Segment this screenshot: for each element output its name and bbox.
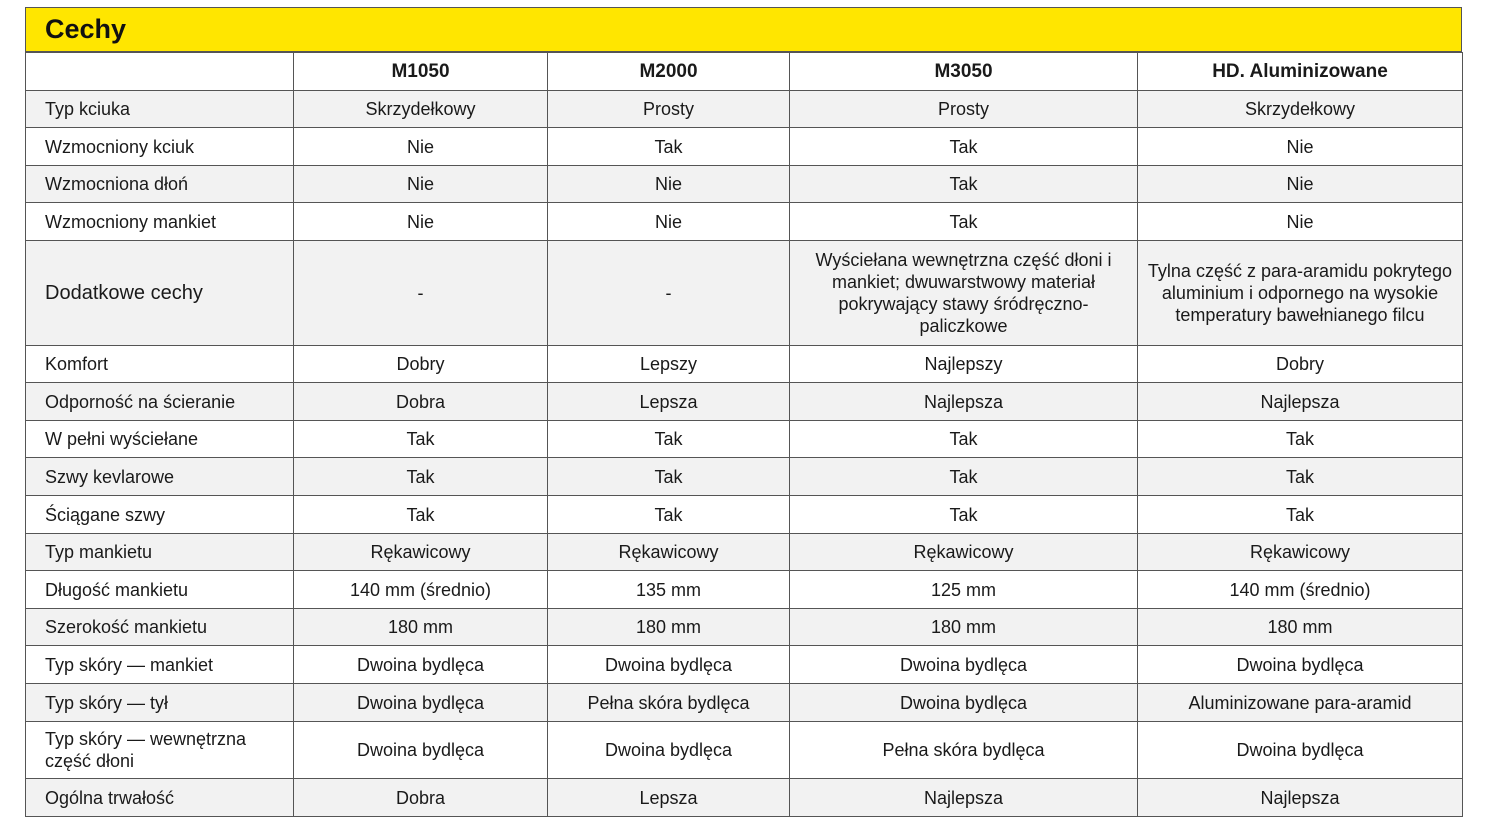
table-row bbox=[26, 241, 1463, 346]
table-cell: Aluminizowane para-aramid bbox=[1138, 684, 1463, 722]
table-cell: Nie bbox=[1138, 166, 1463, 203]
column-header-hd-aluminizowane: HD. Aluminizowane bbox=[1138, 53, 1463, 91]
features-table bbox=[25, 52, 1463, 817]
table-row bbox=[26, 534, 1463, 571]
table-cell: 180 mm bbox=[1138, 609, 1463, 646]
row-label: Ogólna trwałość bbox=[26, 779, 294, 817]
table-cell: Nie bbox=[1138, 203, 1463, 241]
row-label: Szerokość mankietu bbox=[26, 609, 294, 646]
table-cell: Dwoina bydlęca bbox=[1138, 646, 1463, 684]
row-label: Wzmocniona dłoń bbox=[26, 166, 294, 203]
table-cell: Tak bbox=[294, 458, 548, 496]
row-label: Szwy kevlarowe bbox=[26, 458, 294, 496]
table-row bbox=[26, 684, 1463, 722]
table-cell: Tak bbox=[790, 203, 1138, 241]
table-cell: 180 mm bbox=[294, 609, 548, 646]
table-cell: Tak bbox=[548, 458, 790, 496]
table-cell: Dwoina bydlęca bbox=[790, 646, 1138, 684]
table-cell: Nie bbox=[548, 203, 790, 241]
table-row bbox=[26, 128, 1463, 166]
table-cell: Wyściełana wewnętrzna część dłoni i mankiet; dwuwarstwowy materiał pokrywający stawy śródręczno-paliczkowe bbox=[790, 241, 1138, 346]
table-cell: Dwoina bydlęca bbox=[548, 646, 790, 684]
table-cell: Nie bbox=[1138, 128, 1463, 166]
column-header-empty bbox=[26, 53, 294, 91]
table-cell: Najlepsza bbox=[790, 383, 1138, 421]
table-row bbox=[26, 722, 1463, 779]
row-label: Wzmocniony kciuk bbox=[26, 128, 294, 166]
features-table-container bbox=[25, 7, 1462, 817]
table-cell: Dwoina bydlęca bbox=[1138, 722, 1463, 779]
table-cell: Dwoina bydlęca bbox=[548, 722, 790, 779]
table-cell: Tak bbox=[1138, 421, 1463, 458]
column-header-m3050: M3050 bbox=[790, 53, 1138, 91]
table-cell: Tak bbox=[294, 421, 548, 458]
table-cell: Dobry bbox=[1138, 346, 1463, 383]
page-title: Cechy bbox=[45, 14, 127, 44]
row-label: Dodatkowe cechy bbox=[26, 241, 294, 346]
table-row bbox=[26, 458, 1463, 496]
table-cell: Tak bbox=[790, 128, 1138, 166]
table-row bbox=[26, 166, 1463, 203]
table-cell: Tak bbox=[790, 458, 1138, 496]
table-cell: Nie bbox=[294, 128, 548, 166]
table-cell: Rękawicowy bbox=[294, 534, 548, 571]
table-cell: Najlepszy bbox=[790, 346, 1138, 383]
table-cell: Dobry bbox=[294, 346, 548, 383]
table-cell: Rękawicowy bbox=[548, 534, 790, 571]
row-label: Ściągane szwy bbox=[26, 496, 294, 534]
row-label: Typ mankietu bbox=[26, 534, 294, 571]
table-cell: Tylna część z para-aramidu pokrytego aluminium i odpornego na wysokie temperatury bawełnianego filcu bbox=[1138, 241, 1463, 346]
table-cell: Nie bbox=[548, 166, 790, 203]
table-cell: Lepszy bbox=[548, 346, 790, 383]
column-header-m1050: M1050 bbox=[294, 53, 548, 91]
row-label: Typ skóry — mankiet bbox=[26, 646, 294, 684]
row-label: Typ skóry — wewnętrzna część dłoni bbox=[26, 722, 294, 779]
table-cell: Najlepsza bbox=[790, 779, 1138, 817]
table-cell: Dwoina bydlęca bbox=[790, 684, 1138, 722]
table-cell: Dobra bbox=[294, 383, 548, 421]
table-cell: Tak bbox=[790, 496, 1138, 534]
table-cell: Dobra bbox=[294, 779, 548, 817]
row-label: Długość mankietu bbox=[26, 571, 294, 609]
row-label: Komfort bbox=[26, 346, 294, 383]
table-cell: Dwoina bydlęca bbox=[294, 646, 548, 684]
table-cell: Tak bbox=[548, 421, 790, 458]
table-cell: Tak bbox=[1138, 458, 1463, 496]
table-row bbox=[26, 383, 1463, 421]
table-cell: Tak bbox=[790, 421, 1138, 458]
row-label: Odporność na ścieranie bbox=[26, 383, 294, 421]
table-cell: 180 mm bbox=[548, 609, 790, 646]
table-cell: Nie bbox=[294, 203, 548, 241]
table-row bbox=[26, 779, 1463, 817]
table-row bbox=[26, 496, 1463, 534]
table-cell: Tak bbox=[548, 128, 790, 166]
table-cell: 135 mm bbox=[548, 571, 790, 609]
row-label: Typ kciuka bbox=[26, 91, 294, 128]
table-cell: Tak bbox=[548, 496, 790, 534]
table-header-row bbox=[26, 53, 1463, 91]
table-cell: Skrzydełkowy bbox=[1138, 91, 1463, 128]
table-cell: Rękawicowy bbox=[790, 534, 1138, 571]
table-cell: Tak bbox=[1138, 496, 1463, 534]
table-cell: Prosty bbox=[548, 91, 790, 128]
title-bar bbox=[25, 7, 1462, 52]
table-cell: Prosty bbox=[790, 91, 1138, 128]
table-row bbox=[26, 646, 1463, 684]
table-cell: Tak bbox=[294, 496, 548, 534]
row-label: Typ skóry — tył bbox=[26, 684, 294, 722]
table-cell: Pełna skóra bydlęca bbox=[548, 684, 790, 722]
table-row bbox=[26, 346, 1463, 383]
table-cell: - bbox=[548, 241, 790, 346]
table-cell: Dwoina bydlęca bbox=[294, 684, 548, 722]
table-cell: - bbox=[294, 241, 548, 346]
table-cell: 140 mm (średnio) bbox=[294, 571, 548, 609]
table-cell: Dwoina bydlęca bbox=[294, 722, 548, 779]
table-cell: Pełna skóra bydlęca bbox=[790, 722, 1138, 779]
table-cell: 125 mm bbox=[790, 571, 1138, 609]
table-row bbox=[26, 571, 1463, 609]
row-label: Wzmocniony mankiet bbox=[26, 203, 294, 241]
table-body bbox=[26, 91, 1463, 817]
table-row bbox=[26, 203, 1463, 241]
table-cell: Najlepsza bbox=[1138, 779, 1463, 817]
table-cell: Skrzydełkowy bbox=[294, 91, 548, 128]
table-row bbox=[26, 421, 1463, 458]
column-header-m2000: M2000 bbox=[548, 53, 790, 91]
table-cell: Lepsza bbox=[548, 383, 790, 421]
table-cell: Najlepsza bbox=[1138, 383, 1463, 421]
table-row bbox=[26, 609, 1463, 646]
table-cell: Rękawicowy bbox=[1138, 534, 1463, 571]
table-row bbox=[26, 91, 1463, 128]
table-cell: 140 mm (średnio) bbox=[1138, 571, 1463, 609]
row-label: W pełni wyściełane bbox=[26, 421, 294, 458]
table-cell: Tak bbox=[790, 166, 1138, 203]
table-cell: Lepsza bbox=[548, 779, 790, 817]
table-cell: Nie bbox=[294, 166, 548, 203]
table-cell: 180 mm bbox=[790, 609, 1138, 646]
